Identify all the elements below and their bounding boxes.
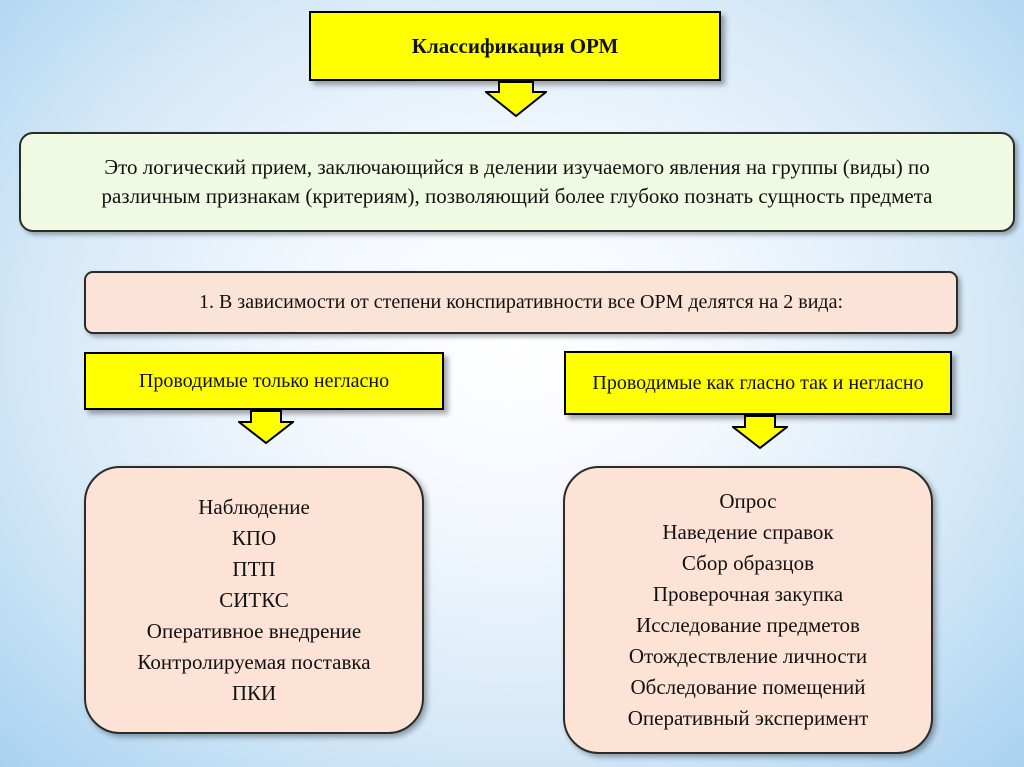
definition-text: Это логический прием, заключающийся в делении изучаемого явления на группы (виды) по различным признакам (критериям), позволяющий более глубоко познать сущность предмета	[101, 155, 933, 208]
list-item: Проверочная закупка	[652, 582, 844, 606]
list-item: Наблюдение	[198, 494, 310, 519]
criterion-text: 1. В зависимости от степени конспиративности все ОРМ делятся на 2 вида:	[198, 291, 844, 313]
arrow-down-icon	[485, 81, 547, 117]
definition-box	[19, 132, 1015, 232]
arrow-down-icon	[238, 410, 294, 444]
arrow-down-icon	[732, 415, 788, 449]
left-group-panel	[84, 466, 424, 734]
list-item: ПТП	[232, 556, 276, 581]
list-item: Наведение справок	[662, 520, 834, 544]
right-group-header	[564, 351, 952, 415]
list-item: Оперативное внедрение	[146, 618, 362, 643]
list-item: Контролируемая поставка	[137, 649, 371, 674]
list-item: Отождествление личности	[628, 644, 868, 668]
right-group-panel	[563, 466, 933, 754]
list-item: Обследование помещений	[630, 675, 866, 699]
title-text: Классификация ОРМ	[411, 33, 619, 58]
list-item: Сбор образцов	[681, 551, 815, 575]
list-item: Исследование предметов	[636, 613, 860, 637]
left-group-header-text: Проводимые только негласно	[138, 369, 390, 392]
right-group-header-text: Проводимые как гласно так и негласно	[592, 372, 924, 394]
list-item: ПКИ	[231, 680, 277, 705]
list-item: КПО	[231, 525, 277, 550]
list-item: Оперативный эксперимент	[627, 706, 869, 730]
title-box	[309, 11, 721, 81]
criterion-box	[84, 271, 958, 334]
list-item: Опрос	[719, 489, 777, 513]
left-group-header	[84, 352, 444, 410]
list-item: СИТКС	[219, 587, 289, 612]
